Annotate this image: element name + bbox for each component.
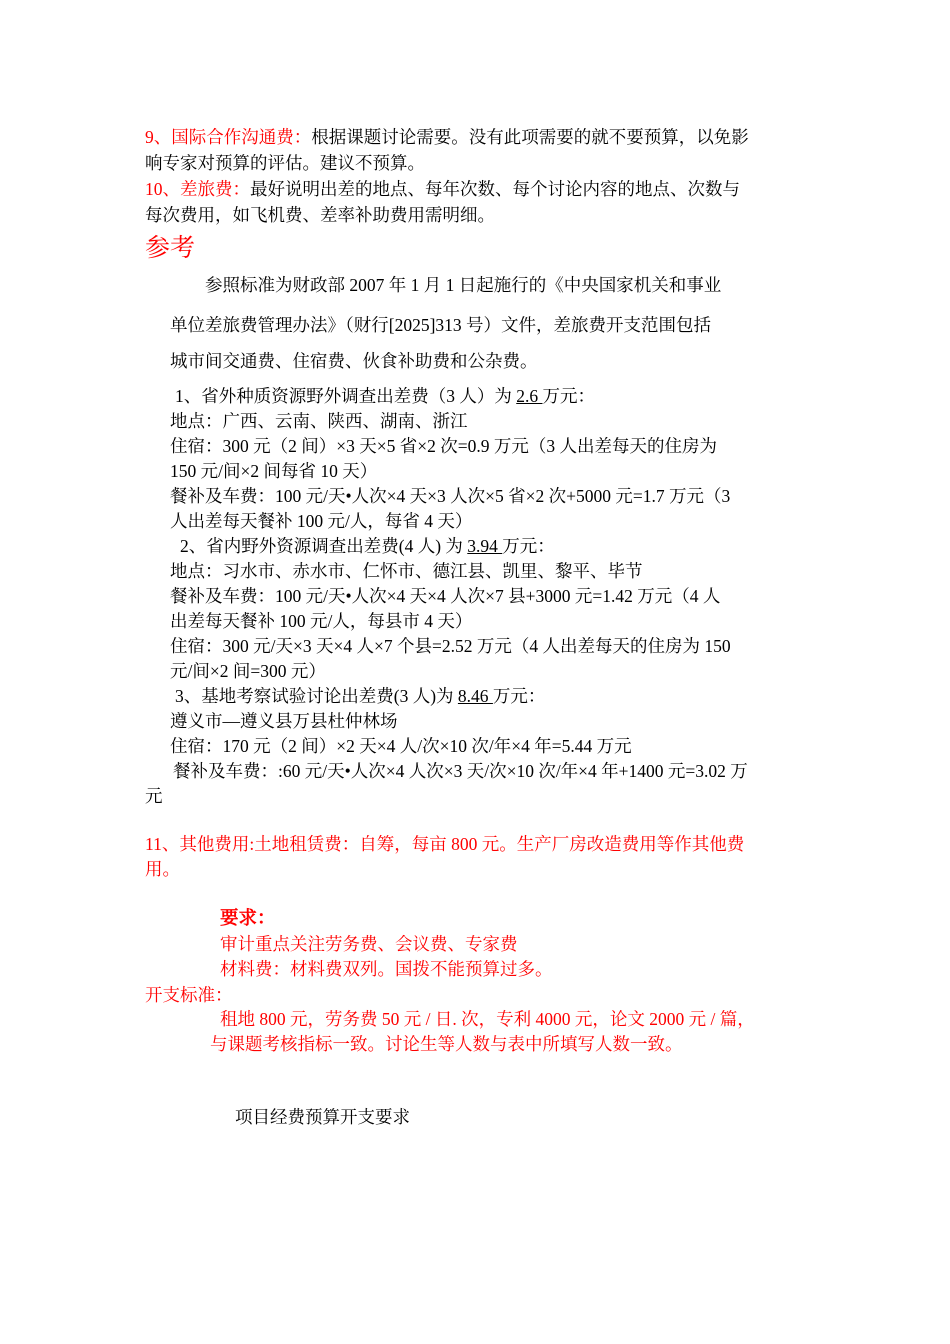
item10-line2: 每次费用，如飞机费、差率补助费用需明细。: [145, 205, 495, 225]
footer-title: 项目经费预算开支要求: [235, 1107, 410, 1127]
item9-line1: [145, 125, 749, 149]
requirements-line1: 审计重点关注劳务费、会议费、专家费: [220, 934, 518, 954]
item9-text: 根据课题讨论需要。没有此项需要的就不要预算，以免影: [311, 127, 749, 147]
standards-heading: 开支标准：: [145, 985, 233, 1005]
trip3-title: [175, 684, 545, 708]
trip2-lodging-line2: 元/间×2 间=300 元）: [170, 661, 326, 681]
trip1-lodging-line2: 150 元/间×2 间每省 10 天）: [170, 461, 378, 481]
trip3-amount: 8.46: [457, 686, 493, 706]
trip1-lodging-line1: 住宿：300 元（2 间）×3 天×5 省×2 次=0.9 万元（3 人出差每天的住房为: [170, 436, 717, 456]
item10-label: 10、差旅费：: [145, 179, 250, 199]
trip1-title: [175, 384, 595, 408]
standards-line2: 与课题考核指标一致。讨论生等人数与表中所填写人数一致。: [210, 1034, 683, 1054]
item11-line2: 用。: [145, 859, 180, 879]
trip2-meal-line1: 餐补及车费：100 元/天•人次×4 天×4 人次×7 县+3000 元=1.42 万元（4 人: [170, 586, 721, 606]
trip1-meal-line1: 餐补及车费：100 元/天•人次×4 天×3 人次×5 省×2 次+5000 元=1.7 万元（3: [170, 486, 731, 506]
trip1-place: 地点：广西、云南、陕西、湖南、浙江: [170, 411, 468, 431]
trip2-place: 地点：习水市、赤水市、仁怀市、德江县、凯里、黎平、毕节: [170, 561, 643, 581]
trip1-meal-line2: 人出差每天餐补 100 元/人，每省 4 天）: [170, 511, 473, 531]
trip3-meal-line2: 元: [145, 786, 163, 806]
reference-para-line1: 参照标准为财政部 2007 年 1 月 1 日起施行的《中央国家机关和事业: [205, 275, 722, 295]
item9-line2: 响专家对预算的评估。建议不预算。: [145, 153, 425, 173]
item10-line1: [145, 177, 740, 201]
trip2-amount: 3.94: [467, 536, 503, 556]
reference-para-line3: 城市间交通费、住宿费、伙食补助费和公杂费。: [170, 351, 538, 371]
item11-line1: 11、其他费用:土地租赁费：自筹，每亩 800 元。生产厂房改造费用等作其他费: [145, 834, 745, 854]
reference-heading: 参考: [145, 235, 196, 262]
trip1-title-text: 1、省外种质资源野外调查出差费（3 人）为: [175, 386, 517, 406]
reference-para-line2: 单位差旅费管理办法》（财行[2025]313 号）文件，差旅费开支范围包括: [170, 315, 712, 335]
requirements-heading-text: 要求：: [220, 909, 276, 929]
requirements-heading: [220, 906, 276, 931]
trip3-title-text: 3、基地考察试验讨论出差费(3 人)为: [175, 686, 458, 706]
trip2-title: [180, 534, 555, 558]
trip2-lodging-line1: 住宿：300 元/天×3 天×4 人×7 个县=2.52 万元（4 人出差每天的住房为 150: [170, 636, 731, 656]
standards-line1: 租地 800 元，劳务费 50 元 / 日. 次，专利 4000 元，论文 2000 元 / 篇，: [220, 1009, 755, 1029]
trip3-meal-line1: 餐补及车费：:60 元/天•人次×4 人次×3 天/次×10 次/年×4 年+1400 元=3.02 万: [173, 761, 748, 781]
trip2-meal-line2: 出差每天餐补 100 元/人，每县市 4 天）: [170, 611, 473, 631]
item9-label: 9、国际合作沟通费：: [145, 127, 312, 147]
trip3-title-unit: 万元：: [492, 686, 546, 706]
trip3-lodging: 住宿：170 元（2 间）×2 天×4 人/次×10 次/年×4 年=5.44 万元: [170, 736, 632, 756]
trip3-place: 遵义市—遵义县万县杜仲林场: [170, 711, 398, 731]
item10-text: 最好说明出差的地点、每年次数、每个讨论内容的地点、次数与: [250, 179, 740, 199]
requirements-line2: 材料费：材料费双列。国拨不能预算过多。: [220, 959, 553, 979]
trip1-title-unit: 万元：: [542, 386, 595, 406]
trip1-amount: 2.6: [516, 386, 543, 406]
trip2-title-unit: 万元：: [502, 536, 555, 556]
trip2-title-text: 2、省内野外资源调查出差费(4 人) 为: [180, 536, 468, 556]
